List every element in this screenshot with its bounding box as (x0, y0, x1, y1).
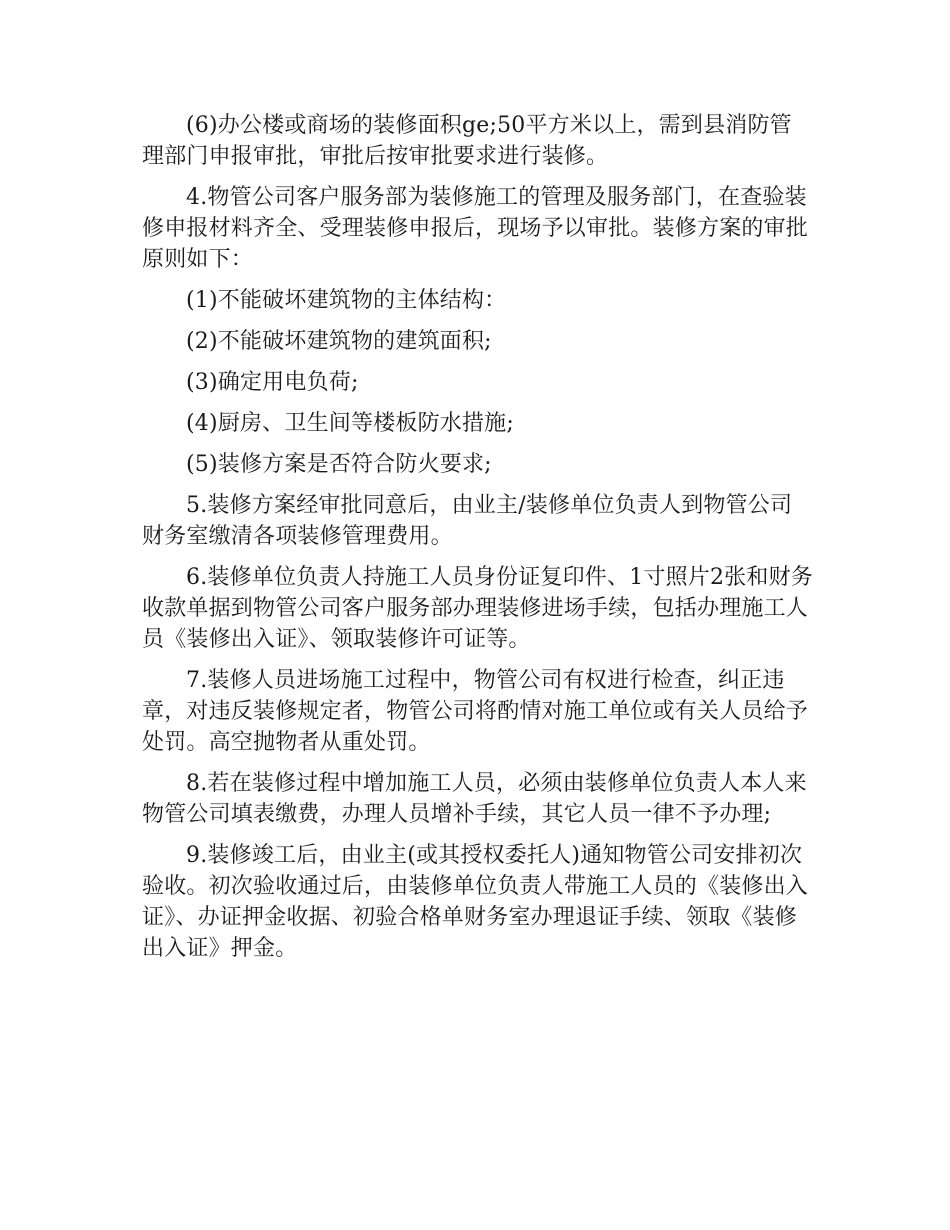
list-item-2: (2)不能破坏建筑物的建筑面积; (186, 329, 492, 354)
list-item-1: (1)不能破坏建筑物的主体结构： (186, 288, 507, 313)
list-item-5: (5)装修方案是否符合防火要求; (186, 452, 492, 477)
list-item-4: (4)厨房、卫生间等楼板防水措施; (186, 411, 514, 436)
paragraph-item-6-fire-approval: (6)办公楼或商场的装修面积ge;50平方米以上，需到县消防管理部门申报审批，审批后按审批要求进行装修。 (142, 113, 792, 169)
paragraph-section-4: 4.物管公司客户服务部为装修施工的管理及服务部门，在查验装修申报材料齐全、受理装修申报后，现场予以审批。装修方案的审批原则如下： (142, 185, 809, 272)
list-item-3: (3)确定用电负荷; (186, 370, 359, 395)
paragraph-section-8: 8.若在装修过程中增加施工人员，必须由装修单位负责人本人来物管公司填表缴费，办理人员增补手续，其它人员一律不予办理; (142, 771, 807, 827)
paragraph-section-6: 6.装修单位负责人持施工人员身份证复印件、1寸照片2张和财务收款单据到物管公司客户服务部办理装修进场手续，包括办理施工人员《装修出入证》、领取装修许可证等。 (142, 565, 813, 652)
paragraph-section-9: 9.装修竣工后，由业主(或其授权委托人)通知物管公司安排初次验收。初次验收通过后，由装修单位负责人带施工人员的《装修出入证》、办证押金收据、初验合格单财务室办理退证手续、领取《装修出入证》押金。 (142, 843, 809, 961)
document-body (142, 110, 814, 974)
paragraph-section-5: 5.装修方案经审批同意后，由业主/装修单位负责人到物管公司财务室缴清各项装修管理费用。 (142, 493, 793, 549)
paragraph-section-7: 7.装修人员进场施工过程中，物管公司有权进行检查，纠正违章，对违反装修规定者，物管公司将酌情对施工单位或有关人员给予处罚。高空抛物者从重处罚。 (142, 668, 809, 755)
